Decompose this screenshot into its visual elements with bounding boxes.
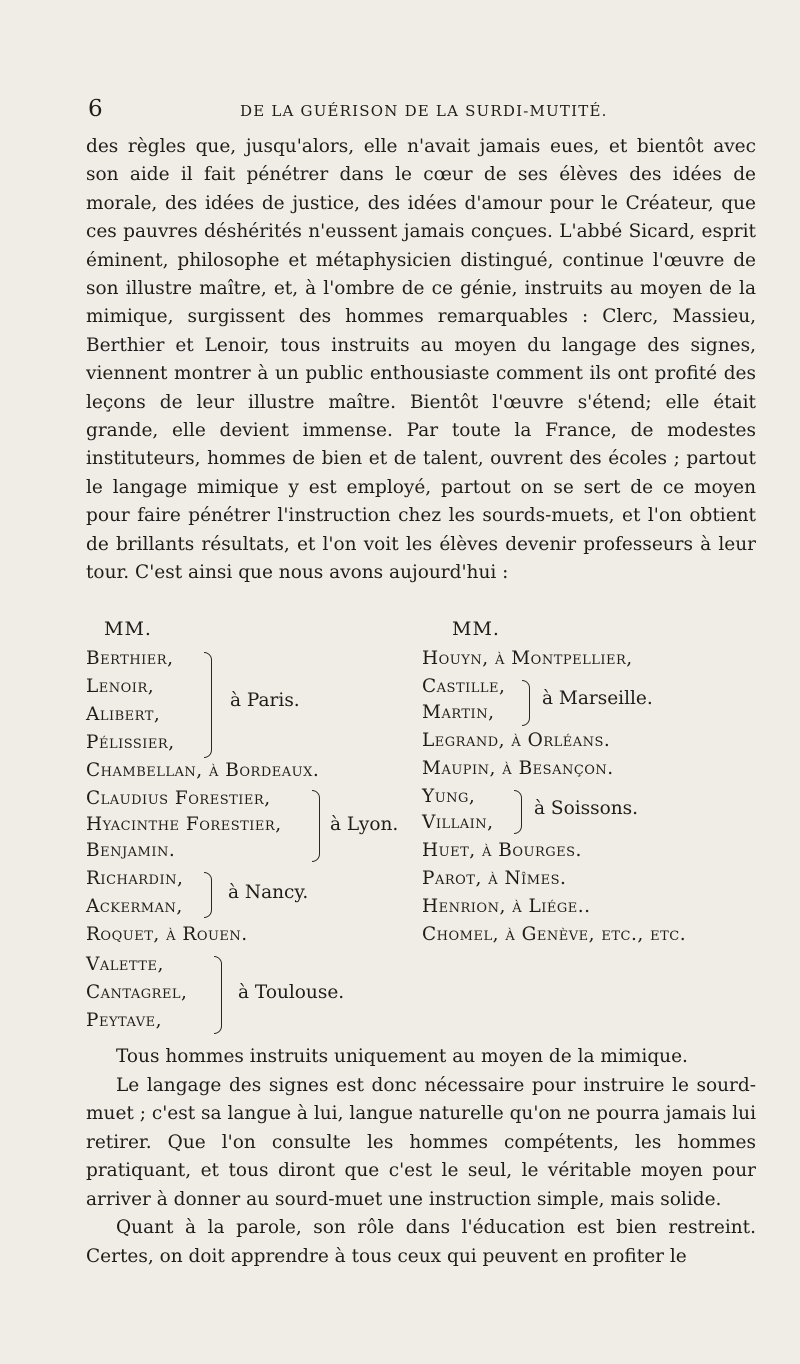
- closing-text-block: [86, 1043, 756, 1271]
- list-item: Richardin,: [86, 868, 184, 889]
- list-item: Castille,: [422, 676, 506, 697]
- list-item: Lenoir,: [86, 676, 155, 697]
- right-heading: MM.: [452, 618, 500, 640]
- list-item: Legrand, à Orléans.: [422, 730, 611, 751]
- place-label: à Lyon.: [330, 814, 399, 835]
- list-item: Martin,: [422, 702, 495, 723]
- brace: [204, 872, 212, 918]
- brace: [522, 680, 530, 726]
- list-item: Alibert,: [86, 704, 161, 725]
- list-item: Chomel, à Genève, etc., etc.: [422, 924, 687, 945]
- list-item: Huet, à Bourges.: [422, 840, 582, 861]
- list-item: Berthier,: [86, 648, 174, 669]
- list-item: Claudius Forestier,: [86, 788, 271, 809]
- place-label: à Nancy.: [228, 882, 309, 903]
- brace: [514, 790, 522, 834]
- intro-paragraph: des règles que, jusqu'alors, elle n'avait jamais eues, et bientôt avec son aide il fait pénétrer dans le cœur de ses élèves des idées de morale, des idées de justice, des idées d'amour pour le Créateur, que ces pauvres déshérités n'eussent jamais conçues. L'abbé Sicard, esprit éminent, philosophe et métaphysicien distingué, continue l'œuvre de son illustre maître, et, à l'ombre de ce génie, instruits au moyen de la mimique, surgissent des hommes remarquables : Clerc, Massieu, Berthier et Lenoir, tous instruits au moyen du langage des signes, viennent montrer à un public enthousiaste comment ils ont profité des leçons de leur illustre maître. Bientôt l'œuvre s'étend; elle était grande, elle devient immense. Par toute la France, de modestes instituteurs, hommes de bien et de talent, ouvrent des écoles ; partout le langage mimique y est employé, partout on se sert de ce moyen pour faire pénétrer l'instruction chez les sourds-muets, et l'on obtient de brillants résultats, et l'on voit les élèves devenir professeurs à leur tour. C'est ainsi que nous avons aujourd'hui :: [86, 136, 756, 584]
- list-item: Ackerman,: [86, 896, 183, 917]
- page-number: 6: [88, 96, 103, 122]
- list-item: Pélissier,: [86, 732, 175, 753]
- list-item: Peytave,: [86, 1010, 162, 1031]
- running-head: DE LA GUÉRISON DE LA SURDI-MUTITÉ.: [240, 102, 608, 120]
- brace: [312, 790, 320, 862]
- list-item: Benjamin.: [86, 840, 176, 861]
- place-label: à Marseille.: [542, 688, 653, 709]
- closing-paragraph-3: Quant à la parole, son rôle dans l'éducation est bien restreint. Certes, on doit apprendre à tous ceux qui peuvent en profiter le: [86, 1217, 756, 1267]
- place-label: à Soissons.: [534, 798, 639, 819]
- brace: [214, 956, 222, 1034]
- place-label: à Toulouse.: [238, 982, 345, 1003]
- list-item: Valette,: [86, 954, 164, 975]
- list-item: Yung,: [422, 786, 476, 807]
- list-item: Roquet, à Rouen.: [86, 924, 248, 945]
- closing-paragraph-1: Tous hommes instruits uniquement au moyen de la mimique.: [116, 1046, 688, 1067]
- left-heading: MM.: [104, 618, 152, 640]
- list-item: Cantagrel,: [86, 982, 188, 1003]
- brace: [204, 652, 212, 758]
- closing-paragraph-2: Le langage des signes est donc nécessaire pour instruire le sourd-muet ; c'est sa langue à lui, langue naturelle qu'on ne pourra jamais lui retirer. Que l'on consulte les hommes compétents, les hommes pratiquant, et tous diront que c'est le seul, le véritable moyen pour arriver à donner au sourd-muet une instruction simple, mais solide.: [86, 1074, 756, 1210]
- intro-paragraph-block: [86, 133, 756, 588]
- list-item: Chambellan, à Bordeaux.: [86, 760, 320, 781]
- list-item: Houyn, à Montpellier,: [422, 648, 633, 669]
- list-item: Villain,: [422, 812, 494, 833]
- place-label: à Paris.: [230, 690, 300, 711]
- list-item: Parot, à Nîmes.: [422, 868, 567, 889]
- page-header: [88, 96, 756, 126]
- list-item: Henrion, à Liége..: [422, 896, 591, 917]
- list-item: Maupin, à Besançon.: [422, 758, 614, 779]
- teachers-list: [86, 618, 756, 1038]
- list-item: Hyacinthe Forestier,: [86, 814, 282, 835]
